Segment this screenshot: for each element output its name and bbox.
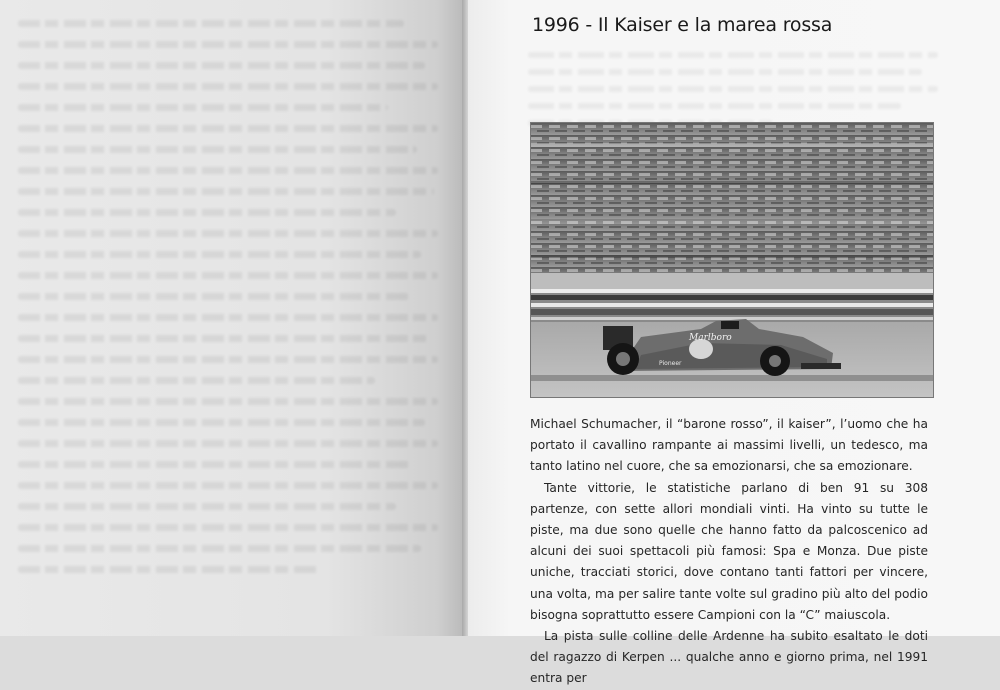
- paragraph: La pista sulle colline delle Ardenne ha subito esaltato le doti del ragazzo di Kerpen ... qualche anno e giorno prima, nel 1991 entra per: [530, 629, 928, 686]
- paragraph: Michael Schumacher, il “barone rosso”, il kaiser”, l’uomo che ha portato il cavallino rampante ai massimi livelli, un tedesco, ma tanto latino nel cuore, che sa emozionarsi, che sa emozionare.: [530, 417, 928, 474]
- chapter-title: 1996 - Il Kaiser e la marea rossa: [532, 14, 833, 36]
- left-page: [0, 0, 465, 636]
- body-text: [530, 414, 928, 690]
- racing-car-photo: [530, 122, 934, 398]
- paragraph: Tante vittorie, le statistiche parlano di ben 91 su 308 partenze, con sette allori mondiali vinti. Ha vinto su tutte le piste, ma due sono quelle che hanno fatto da palcoscenico ad alcuni dei suoi spettacoli più famosi: Spa e Monza. Due piste uniche, tracciati storici, dove contano tanti fattori per vincere, una volta, ma per salire tante volte sul gradino più alto del podio bisogna soprattutto essere Campioni con la “C” maiuscola.: [530, 480, 928, 622]
- right-page: [468, 0, 1000, 686]
- bleed-through-text: [18, 20, 438, 587]
- car-side-label: Pioneer: [659, 360, 682, 367]
- car-sponsor-label: Marlboro: [689, 333, 732, 343]
